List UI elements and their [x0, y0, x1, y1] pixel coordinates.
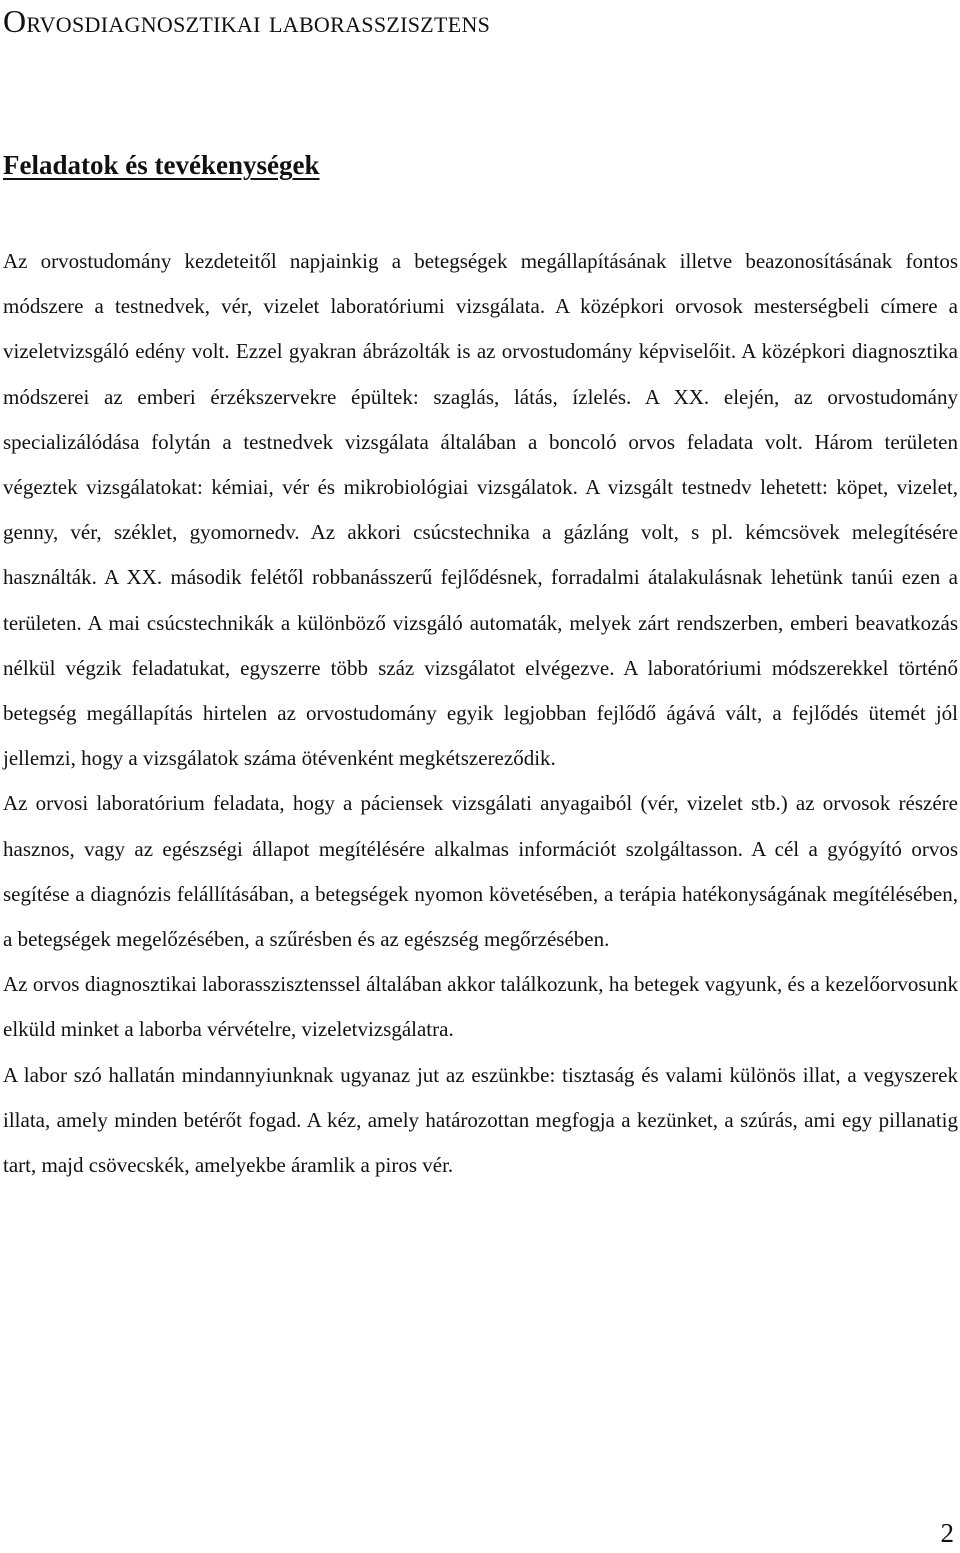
paragraph: Az orvosi laboratórium feladata, hogy a páciensek vizsgálati anyagaiból (vér, vizelet stb.) az orvosok részére hasznos, vagy az egészségi állapot megítélésére alkalmas információt szolgáltasson. A cél a gyógyító orvos segítése a diagnózis felállításában, a betegségek nyomon követésében, a terápia hatékonyságának megítélésében, a betegségek megelőzésében, a szűrésben és az egészség megőrzésében. [3, 791, 958, 952]
page-number: 2 [940, 1518, 954, 1548]
paragraph: Az orvostudomány kezdeteitől napjainkig a betegségek megállapításának illetve beazonosításának fontos módszere a testnedvek, vér, vizelet laboratóriumi vizsgálata. A középkori orvosok mesterségbeli címere a vizeletvizsgáló edény volt. Ezzel gyakran ábrázolták is az orvostudomány képviselőit. A középkori diagnosztika módszerei az emberi érzékszervekre épültek: szaglás, látás, ízlelés. A XX. elején, az orvostudomány specializálódása folytán a testnedvek vizsgálata általában a boncoló orvos feladata volt. Három területen végeztek vizsgálatokat: kémiai, vér és mikrobiológiai vizsgálatok. A vizsgált testnedv lehetett: köpet, vizelet, genny, vér, széklet, gyomornedv. Az akkori csúcstechnika a gázláng volt, s pl. kémcsövek melegítésére használták. A XX. második felétől robbanásszerű fejlődésnek, forradalmi átalakulásnak lehetünk tanúi ezen a területen. A mai csúcstechnikák a különböző vizsgáló automaták, melyek zárt rendszerben, emberi beavatkozás nélkül végzik feladatukat, egyszerre több száz vizsgálatot elvégezve. A laboratóriumi módszerekkel történő betegség megállapítás hirtelen az orvostudomány egyik legjobban fejlődő ágává vált, a fejlődés ütemét jól jellemzi, hogy a vizsgálatok száma ötévenként megkétszereződik. [3, 249, 958, 771]
section-heading: Feladatok és tevékenységek [3, 150, 320, 180]
document-title: Orvosdiagnosztikai laborasszisztens [3, 3, 491, 39]
paragraph: Az orvos diagnosztikai laborasszisztenssel általában akkor találkozunk, ha betegek vagyunk, és a kezelőorvosunk elküld minket a laborba vérvételre, vizeletvizsgálatra. [3, 972, 958, 1042]
paragraph: A labor szó hallatán mindannyiunknak ugyanaz jut az eszünkbe: tisztaság és valami különös illat, a vegyszerek illata, amely minden betérőt fogad. A kéz, amely határozottan megfogja a kezünket, a szúrás, ami egy pillanatig tart, majd csövecskék, amelyekbe áramlik a piros vér. [3, 1062, 958, 1178]
body-text [3, 239, 958, 1188]
